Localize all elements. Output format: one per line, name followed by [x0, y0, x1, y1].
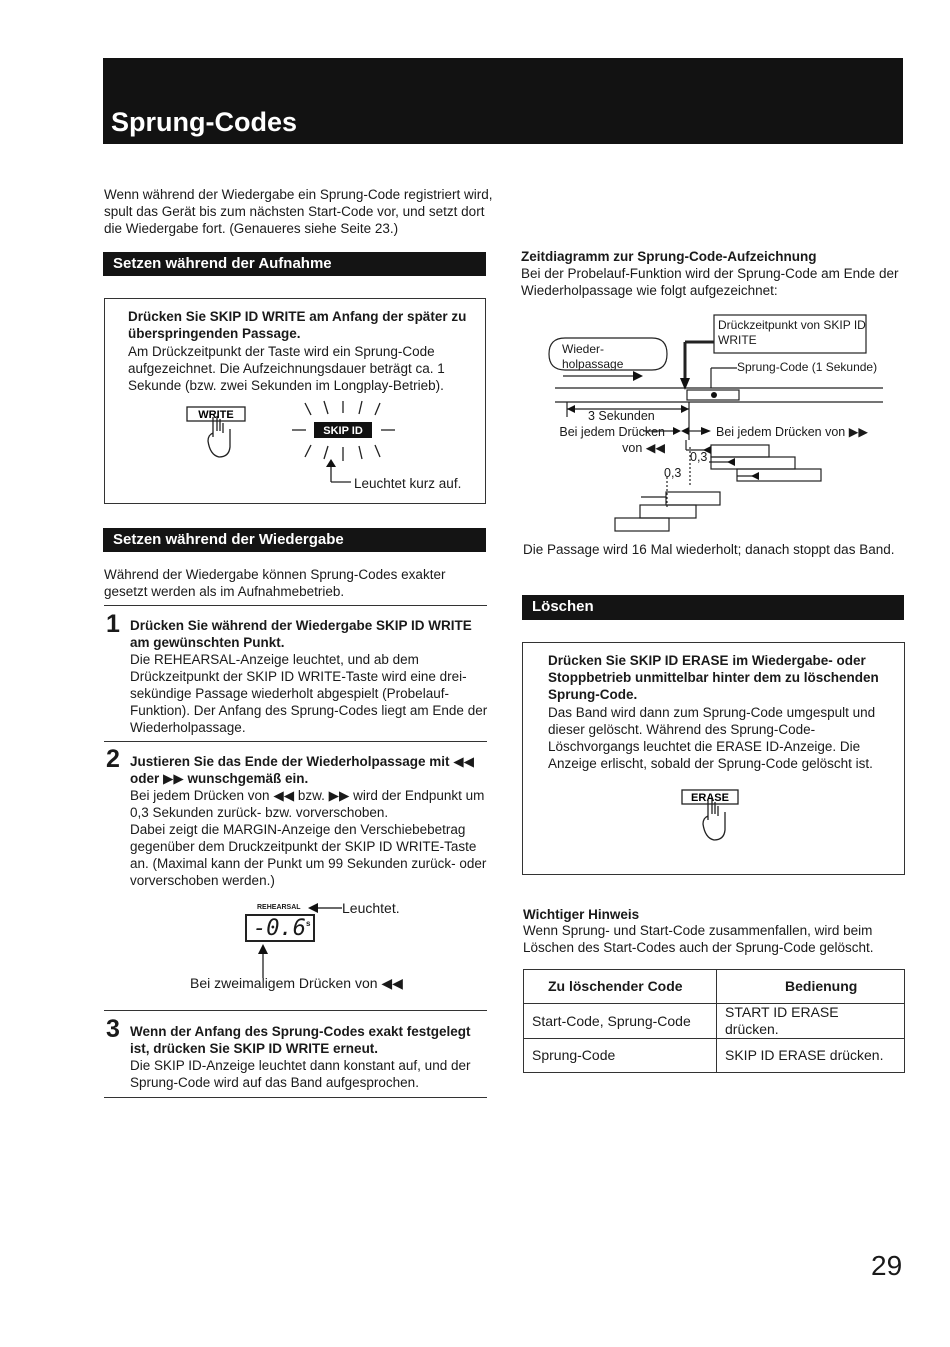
- page-number: 29: [871, 1250, 903, 1281]
- timing-label-each-press-rew: Bei jedem Drücken von ◀◀: [559, 425, 665, 455]
- display-caption: Bei zweimaligem Drücken von ◀◀: [190, 975, 403, 991]
- timing-heading: Zeitdiagramm zur Sprung-Code-Aufzeichnung: [521, 249, 817, 264]
- table-cell-code: Start-Code, Sprung-Code: [524, 1004, 717, 1039]
- skip-id-label: SKIP ID: [323, 425, 363, 437]
- timing-label-repeat-passage: Wieder- holpassage: [562, 342, 624, 371]
- pointing-hand-icon: [208, 416, 230, 457]
- step-2-bold: Justieren Sie das Ende der Wiederholpassage mit ◀◀ oder ▶▶ wunschgemäß ein.: [130, 754, 474, 786]
- recording-instruction-bold: Drücken Sie SKIP ID WRITE am Anfang der später zu überspringenden Passage.: [128, 309, 467, 341]
- light-rays-icon: [292, 401, 395, 482]
- timing-label-each-press-ff: Bei jedem Drücken von ▶▶: [716, 425, 868, 439]
- table-cell-operation: START ID ERASE drücken.: [717, 1004, 905, 1039]
- lights-briefly-label: Leuchtet kurz auf.: [354, 476, 462, 491]
- page-title: Sprung-Codes: [111, 107, 297, 137]
- divider: [104, 1010, 487, 1011]
- margin-display: [245, 914, 315, 942]
- arrow-up-icon: [326, 459, 336, 467]
- margin-display-value: -0.6: [253, 916, 306, 941]
- table-cell-operation: SKIP ID ERASE drücken.: [717, 1039, 905, 1073]
- table-header-row: [524, 970, 905, 1004]
- section-heading-recording: Setzen während der Aufnahme: [103, 252, 486, 276]
- step-number-2: 2: [106, 745, 120, 773]
- step-number-1: 1: [106, 610, 120, 638]
- arrow-up-icon: [256, 944, 270, 978]
- timing-label-step-b: 0,3: [664, 466, 682, 480]
- write-key-label: WRITE: [198, 409, 234, 421]
- timing-label-three-sec: 3 Sekunden: [588, 409, 655, 423]
- table-row: [524, 1039, 905, 1073]
- timing-label-press-time: Drückzeitpunkt von SKIP ID WRITE: [718, 318, 866, 347]
- table-header-code: Zu löschender Code: [524, 970, 717, 1004]
- divider: [104, 1097, 487, 1098]
- title-bar: [103, 58, 903, 144]
- erase-instruction-box: [522, 642, 905, 875]
- timing-text: Bei der Probelauf-Funktion wird der Sprung-Code am Ende der Wiederholpassage wie folgt aufgezeichnet:: [521, 266, 899, 298]
- erase-key-illustration: [678, 788, 748, 850]
- intro-text: Wenn während der Wiedergabe ein Sprung-Code registriert wird, spult das Gerät bis zum nächsten Start-Code vor, und setzt dort die Wiedergabe fort. (Genaueres siehe Seite 23.): [104, 187, 493, 236]
- section-heading-erase: Löschen: [522, 595, 904, 620]
- step-3-bold: Wenn der Anfang des Sprung-Codes exakt festgelegt ist, drücken Sie SKIP ID WRITE erneut.: [130, 1024, 471, 1056]
- timing-label-jump-code: Sprung-Code (1 Sekunde): [737, 360, 878, 374]
- note-text: Wenn Sprung- und Start-Code zusammenfallen, wird beim Löschen des Start-Codes auch der Sprung-Code gelöscht.: [523, 923, 874, 955]
- divider: [104, 741, 487, 742]
- lights-label: Leuchtet.: [342, 900, 400, 916]
- rehearsal-label: REHEARSAL: [257, 904, 301, 911]
- erase-codes-table: [523, 969, 905, 1073]
- pointing-hand-icon: [703, 799, 725, 840]
- step-2-text-1: Bei jedem Drücken von ◀◀ bzw. ▶▶ wird der Endpunkt um 0,3 Sekunden zurück- bzw. vorverschoben.: [130, 788, 485, 820]
- section-heading-playback: Setzen während der Wiedergabe: [103, 528, 486, 552]
- erase-key-label: ERASE: [691, 792, 729, 804]
- step-2-text-2: Dabei zeigt die MARGIN-Anzeige den Verschiebebetrag gegenüber dem Druckzeitpunkt der SKIP ID WRITE-Taste an. (Maximal kann der Punkt um 99 Sekunden zurück- oder vorverschoben werden.): [130, 822, 487, 888]
- table-row: [524, 1004, 905, 1039]
- table-header-operation: Bedienung: [717, 970, 905, 1004]
- recording-instruction-box: [104, 298, 486, 504]
- note-heading: Wichtiger Hinweis: [523, 907, 640, 922]
- step-number-3: 3: [106, 1015, 120, 1043]
- timing-after-text: Die Passage wird 16 Mal wiederholt; danach stoppt das Band.: [523, 542, 895, 557]
- step-1-text: Die REHEARSAL-Anzeige leuchtet, und ab dem Drückzeitpunkt der SKIP ID WRITE-Taste wird eine drei-sekündige Passage wiederholt abgespielt (Probelauf-Funktion). Der Anfang des Sprung-Codes liegt am Ende der Wiederholpassage.: [130, 652, 488, 735]
- playback-intro: Während der Wiedergabe können Sprung-Codes exakter gesetzt werden als im Aufnahmebetrieb.: [104, 567, 446, 599]
- recording-instruction-text: Am Drückzeitpunkt der Taste wird ein Sprung-Code aufgezeichnet. Die Aufzeichnungsdauer beträgt ca. 1 Sekunde (bzw. zwei Sekunden im Longplay-Betrieb).: [128, 344, 445, 393]
- arrow-left-icon: [308, 903, 342, 913]
- erase-instruction-bold: Drücken Sie SKIP ID ERASE im Wiedergabe- oder Stoppbetrieb unmittelbar hinter dem zu löschenden Sprung-Code.: [548, 653, 879, 702]
- divider: [104, 605, 487, 606]
- step-1-bold: Drücken Sie während der Wiedergabe SKIP ID WRITE am gewünschten Punkt.: [130, 618, 472, 650]
- table-cell-code: Sprung-Code: [524, 1039, 717, 1073]
- timing-label-step-a: 0,3: [690, 450, 708, 464]
- margin-display-unit: s: [306, 919, 311, 928]
- step-3-text: Die SKIP ID-Anzeige leuchtet dann konstant auf, und der Sprung-Code wird auf das Band aufgesprochen.: [130, 1058, 471, 1090]
- erase-instruction-text: Das Band wird dann zum Sprung-Code umgespult und dieser gelöscht. Während des Sprung-Code-Löschvorgangs leuchtet die ERASE ID-Anzeige. Die Anzeige erlischt, sobald der Sprung-Code gelöscht ist.: [548, 705, 876, 771]
